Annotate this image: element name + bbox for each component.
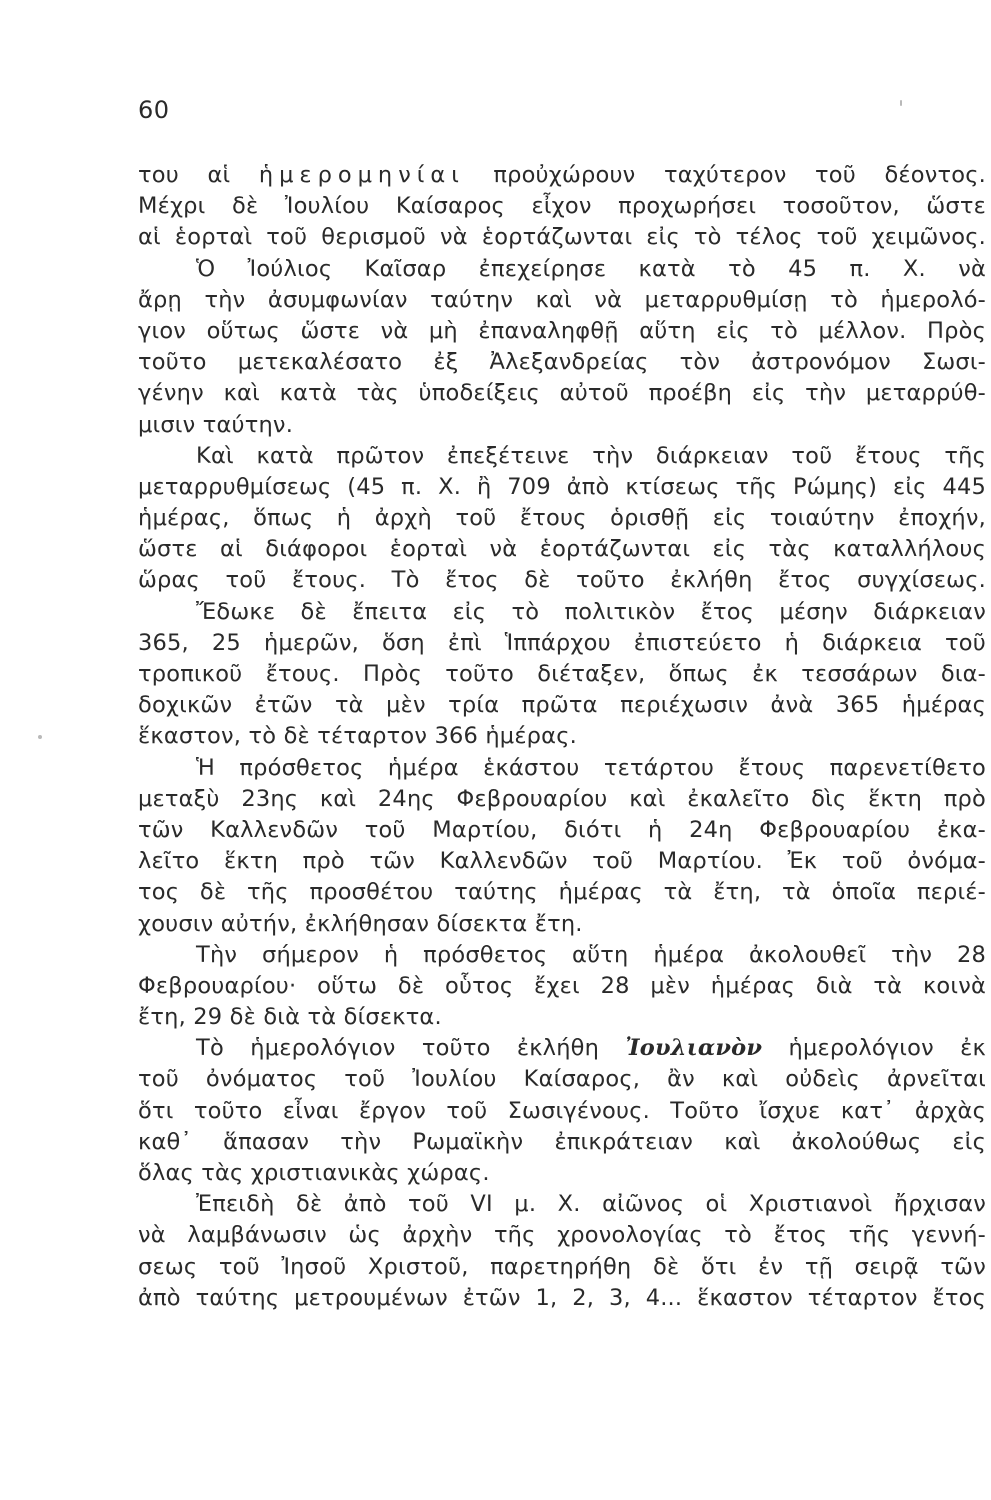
text-line: τῶν Καλλενδῶν τοῦ Μαρτίου, διότι ἡ 24η Φεβρουαρίου ἐκα- [138, 816, 986, 843]
text-line: τος δὲ τῆς προσθέτου ταύτης ἡμέρας τὰ ἔτη, τὰ ὁποῖα περιέ- [138, 879, 986, 906]
body-text [138, 160, 986, 1314]
spaced-word: ἡμερομηνίαι [258, 162, 465, 188]
text-line: Φεβρουαρίου· οὕτω δὲ οὗτος ἔχει 28 μὲν ἡμέρας διὰ τὰ κοινὰ [138, 972, 986, 999]
text-line: του αἱ ἡμερομηνίαι προὐχώρουν ταχύτερον τοῦ δέοντος. [138, 162, 986, 188]
text-line: αἱ ἑορταὶ τοῦ θερισμοῦ νὰ ἑορτάζωνται εἰς τὸ τέλος τοῦ χειμῶνος. [138, 224, 986, 251]
text-line: ἡμέρας, ὅπως ἡ ἀρχὴ τοῦ ἔτους ὁρισθῇ εἰς τοιαύτην ἐποχήν, [138, 505, 986, 532]
text-line: νὰ λαμβάνωσιν ὡς ἀρχὴν τῆς χρονολογίας τὸ ἔτος τῆς γεννή- [138, 1222, 986, 1249]
text-line: ἄρῃ τὴν ἀσυμφωνίαν ταύτην καὶ νὰ μεταρρυθμίσῃ τὸ ἡμερολό- [138, 286, 986, 313]
text-line: Ὁ Ἰούλιος Καῖσαρ ἐπεχείρησε κατὰ τὸ 45 π. Χ. νὰ [196, 255, 986, 282]
text-line: γένην καὶ κατὰ τὰς ὑποδείξεις αὐτοῦ προέβη εἰς τὴν μεταρρύθ- [138, 380, 986, 407]
text-line: σεως τοῦ Ἰησοῦ Χριστοῦ, παρετηρήθη δὲ ὅτι ἐν τῇ σειρᾷ τῶν [138, 1253, 986, 1280]
text-line: Ἔδωκε δὲ ἔπειτα εἰς τὸ πολιτικὸν ἔτος μέσην διάρκειαν [196, 598, 986, 625]
text-line: Ἐπειδὴ δὲ ἀπὸ τοῦ VI μ. Χ. αἰῶνος οἱ Χριστιανοὶ ἤρχισαν [196, 1191, 986, 1218]
text-line: λεῖτο ἕκτη πρὸ τῶν Καλλενδῶν τοῦ Μαρτίου. Ἐκ τοῦ ὀνόμα- [138, 848, 986, 875]
text-line-with-emphasis: Τὸ ἡμερολόγιον τοῦτο ἐκλήθη Ἰουλιανὸν ἡμερολόγιον ἐκ [196, 1035, 986, 1062]
text-line: Ἡ πρόσθετος ἡμέρα ἑκάστου τετάρτου ἔτους παρενετίθετο [196, 754, 986, 781]
paper-speck [38, 735, 42, 739]
text-line: μισιν ταύτην. [138, 411, 294, 438]
text-line: μεταξὺ 23ης καὶ 24ης Φεβρουαρίου καὶ ἐκαλεῖτο δὶς ἕκτη πρὸ [138, 785, 986, 812]
text-line: Καὶ κατὰ πρῶτον ἐπεξέτεινε τὴν διάρκειαν τοῦ ἔτους τῆς [196, 442, 986, 469]
text-line: τοῦτο μετεκαλέσατο ἐξ Ἀλεξανδρείας τὸν ἀστρονόμον Σωσι- [138, 349, 986, 376]
text-line: ἀπὸ ταύτης μετρουμένων ἐτῶν 1, 2, 3, 4... ἕκαστον τέταρτον ἔτος [138, 1284, 986, 1311]
text-line: ὥστε αἱ διάφοροι ἑορταὶ νὰ ἑορτάζωνται εἰς τὰς καταλλήλους [138, 536, 986, 563]
text-line: Τὴν σήμερον ἡ πρόσθετος αὕτη ἡμέρα ἀκολουθεῖ τὴν 28 [196, 941, 986, 968]
text-line: χουσιν αὐτήν, ἐκλήθησαν δίσεκτα ἔτη. [138, 910, 583, 937]
text-line: μεταρρυθμίσεως (45 π. Χ. ἢ 709 ἀπὸ κτίσεως τῆς Ρώμης) εἰς 445 [138, 473, 986, 500]
text-line: ὥρας τοῦ ἔτους. Τὸ ἔτος δὲ τοῦτο ἐκλήθη ἔτος συγχίσεως. [138, 567, 986, 594]
text-line: τοῦ ὀνόματος τοῦ Ἰουλίου Καίσαρος, ἂν καὶ οὐδεὶς ἀρνεῖται [138, 1066, 986, 1093]
emphasized-term: Ἰουλιανὸν [625, 1035, 763, 1062]
text-line: 365, 25 ἡμερῶν, ὅση ἐπὶ Ἱππάρχου ἐπιστεύετο ἡ διάρκεια τοῦ [138, 629, 986, 656]
text-line: Μέχρι δὲ Ἰουλίου Καίσαρος εἶχον προχωρήσει τοσοῦτον, ὥστε [138, 193, 986, 220]
text-line: καθ᾽ ἅπασαν τὴν Ρωμαϊκὴν ἐπικράτειαν καὶ ἀκολούθως εἰς [138, 1128, 986, 1155]
text-line: ὅλας τὰς χριστιανικὰς χώρας. [138, 1160, 490, 1186]
text-line: ὅτι τοῦτο εἶναι ἔργον τοῦ Σωσιγένους. Τοῦτο ἴσχυε κατ᾽ ἀρχὰς [138, 1097, 986, 1124]
text-line: δοχικῶν ἐτῶν τὰ μὲν τρία πρῶτα περιέχωσιν ἀνὰ 365 ἡμέρας [138, 692, 986, 719]
text-line: ἕκαστον, τὸ δὲ τέταρτον 366 ἡμέρας. [138, 723, 577, 750]
page-number: 60 [138, 96, 170, 124]
text-line: ἔτη, 29 δὲ διὰ τὰ δίσεκτα. [138, 1004, 442, 1031]
text-line: γιον οὕτως ὥστε νὰ μὴ ἐπαναληφθῇ αὕτη εἰς τὸ μέλλον. Πρὸς [138, 317, 986, 344]
paper-speck [900, 100, 902, 106]
text-line: τροπικοῦ ἔτους. Πρὸς τοῦτο διέταξεν, ὅπως ἐκ τεσσάρων δια- [138, 661, 986, 687]
